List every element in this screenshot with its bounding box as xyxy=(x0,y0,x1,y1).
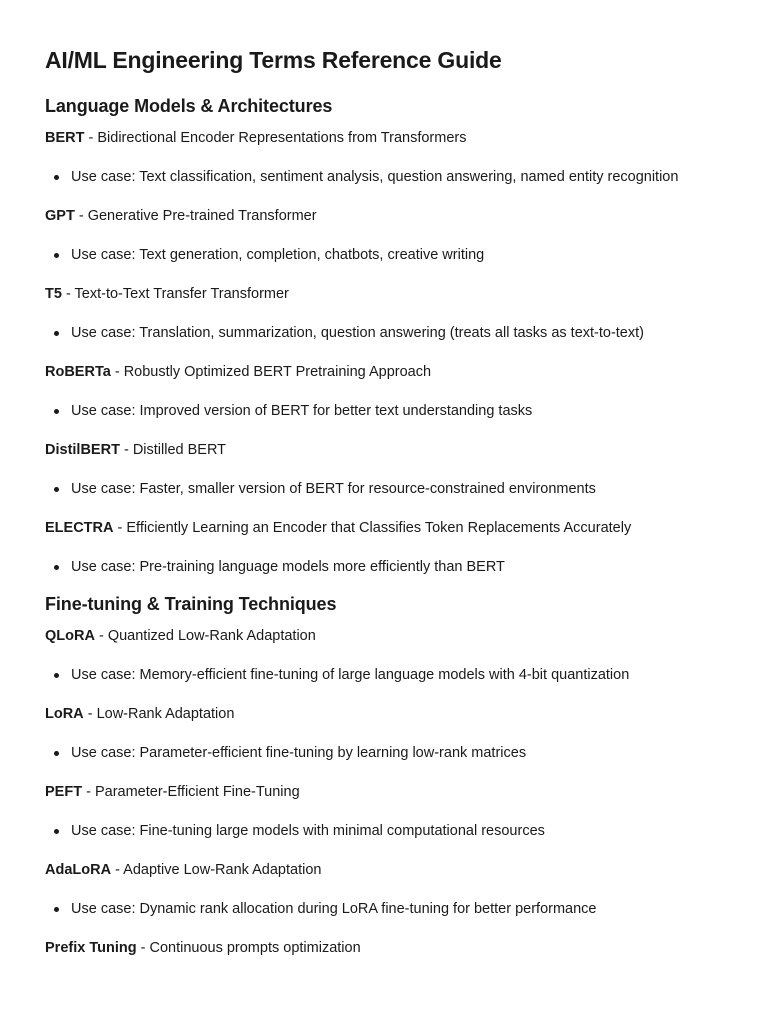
section-heading: Fine-tuning & Training Techniques xyxy=(45,594,337,614)
spacer xyxy=(45,841,728,860)
term-separator: - xyxy=(74,208,88,224)
spacer xyxy=(45,802,728,821)
use-case-item xyxy=(45,479,728,499)
use-case-text: Use case: Translation, summarization, question answering (treats all tasks as text-to-text) xyxy=(71,325,644,341)
spacer xyxy=(45,382,728,401)
use-case-item xyxy=(45,821,728,841)
use-case-list xyxy=(45,245,728,265)
term-entry xyxy=(45,362,728,382)
term-entry xyxy=(45,518,728,538)
term-entry xyxy=(45,284,728,304)
use-case-list xyxy=(45,323,728,343)
use-case-list xyxy=(45,665,728,685)
term-entry xyxy=(45,626,728,646)
use-case-item xyxy=(45,167,728,187)
use-case-text: Use case: Improved version of BERT for better text understanding tasks xyxy=(71,403,533,419)
term-definition: Robustly Optimized BERT Pretraining Approach xyxy=(123,364,432,380)
spacer xyxy=(45,265,728,284)
term-definition: Adaptive Low-Rank Adaptation xyxy=(123,862,322,878)
spacer xyxy=(45,646,728,665)
term-name: T5 xyxy=(45,286,62,302)
use-case-text: Use case: Faster, smaller version of BERT for resource-constrained environments xyxy=(71,481,596,497)
term-separator: - xyxy=(82,784,95,800)
term-name: PEFT xyxy=(45,784,83,800)
spacer xyxy=(45,304,728,323)
use-case-item xyxy=(45,557,728,577)
term-separator: - xyxy=(61,286,75,302)
spacer xyxy=(45,421,728,440)
use-case-text: Use case: Fine-tuning large models with minimal computational resources xyxy=(71,823,545,839)
use-case-item xyxy=(45,245,728,265)
term-name: ELECTRA xyxy=(45,520,114,536)
bullet-icon xyxy=(54,565,59,570)
term-definition: Text-to-Text Transfer Transformer xyxy=(74,286,289,302)
use-case-text: Use case: Text classification, sentiment analysis, question answering, named entity recognition xyxy=(71,169,679,185)
use-case-text: Use case: Parameter-efficient fine-tuning by learning low-rank matrices xyxy=(71,745,527,761)
term-entry xyxy=(45,440,728,460)
use-case-item xyxy=(45,665,728,685)
document-title: AI/ML Engineering Terms Reference Guide xyxy=(45,47,502,73)
term-definition: Generative Pre-trained Transformer xyxy=(87,208,317,224)
bullet-icon xyxy=(54,673,59,678)
term-entry xyxy=(45,206,728,226)
use-case-text: Use case: Memory-efficient fine-tuning of large language models with 4-bit quantization xyxy=(71,667,630,683)
bullet-icon xyxy=(54,487,59,492)
term-separator: - xyxy=(111,862,124,878)
spacer xyxy=(45,685,728,704)
term-separator: - xyxy=(83,706,97,722)
term-entry xyxy=(45,128,728,148)
spacer xyxy=(45,724,728,743)
spacer xyxy=(45,499,728,518)
bullet-icon xyxy=(54,409,59,414)
use-case-list xyxy=(45,743,728,763)
bullet-icon xyxy=(54,907,59,912)
use-case-list xyxy=(45,479,728,499)
term-name: LoRA xyxy=(45,706,84,722)
bullet-icon xyxy=(54,829,59,834)
term-name: BERT xyxy=(45,130,85,146)
term-separator: - xyxy=(113,520,127,536)
term-name: Prefix Tuning xyxy=(45,940,137,956)
term-entry xyxy=(45,938,728,958)
sections-container xyxy=(45,94,728,958)
use-case-item xyxy=(45,323,728,343)
spacer xyxy=(45,226,728,245)
term-separator: - xyxy=(110,364,124,380)
use-case-list xyxy=(45,401,728,421)
use-case-item xyxy=(45,743,728,763)
term-separator: - xyxy=(136,940,150,956)
section-heading: Language Models & Architectures xyxy=(45,96,333,116)
use-case-text: Use case: Text generation, completion, chatbots, creative writing xyxy=(71,247,485,263)
term-definition: Parameter-Efficient Fine-Tuning xyxy=(94,784,300,800)
term-definition: Distilled BERT xyxy=(132,442,227,458)
bullet-icon xyxy=(54,175,59,180)
use-case-text: Use case: Dynamic rank allocation during LoRA fine-tuning for better performance xyxy=(71,901,597,917)
bullet-icon xyxy=(54,331,59,336)
term-name: RoBERTa xyxy=(45,364,111,380)
use-case-list xyxy=(45,557,728,577)
spacer xyxy=(45,880,728,899)
term-definition: Low-Rank Adaptation xyxy=(96,706,235,722)
term-definition: Quantized Low-Rank Adaptation xyxy=(107,628,316,644)
bullet-icon xyxy=(54,253,59,258)
term-entry xyxy=(45,782,728,802)
term-separator: - xyxy=(84,130,98,146)
term-name: AdaLoRA xyxy=(45,862,112,878)
bullet-icon xyxy=(54,751,59,756)
use-case-item xyxy=(45,899,728,919)
term-definition: Efficiently Learning an Encoder that Classifies Token Replacements Accurately xyxy=(126,520,632,536)
term-separator: - xyxy=(94,628,108,644)
spacer xyxy=(45,538,728,557)
spacer xyxy=(45,460,728,479)
spacer xyxy=(45,919,728,938)
term-separator: - xyxy=(119,442,133,458)
term-name: QLoRA xyxy=(45,628,95,644)
use-case-list xyxy=(45,167,728,187)
term-name: GPT xyxy=(45,208,75,224)
spacer xyxy=(45,148,728,167)
term-entry xyxy=(45,704,728,724)
spacer xyxy=(45,187,728,206)
spacer xyxy=(45,343,728,362)
use-case-text: Use case: Pre-training language models more efficiently than BERT xyxy=(71,559,505,575)
spacer xyxy=(45,763,728,782)
term-definition: Bidirectional Encoder Representations from Transformers xyxy=(97,130,467,146)
term-entry xyxy=(45,860,728,880)
term-name: DistilBERT xyxy=(45,442,120,458)
use-case-item xyxy=(45,401,728,421)
term-definition: Continuous prompts optimization xyxy=(149,940,361,956)
use-case-list xyxy=(45,899,728,919)
use-case-list xyxy=(45,821,728,841)
